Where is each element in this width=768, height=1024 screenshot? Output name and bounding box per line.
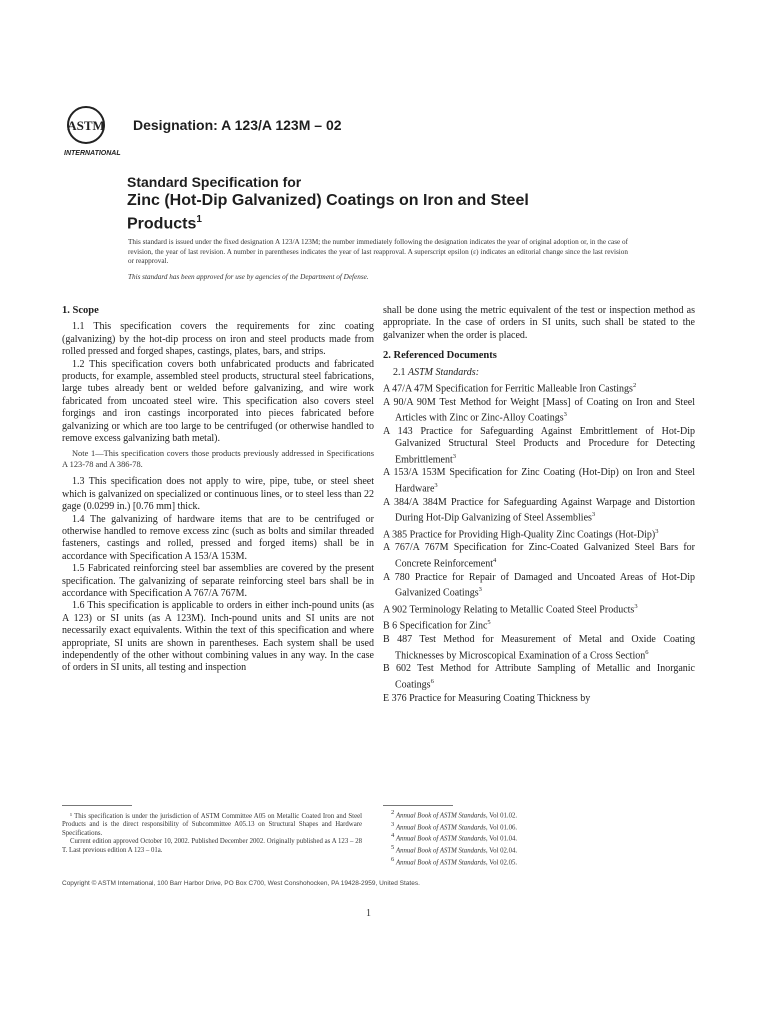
reference-list	[383, 380, 695, 705]
footnote-number: 4	[391, 832, 395, 840]
reference-item	[383, 634, 695, 662]
continuation-text: shall be done using the metric equivalent of the test or inspection method as appropriate. In the case of orders in SI units, such shall be stated to the galvanizer when the order is placed.	[383, 305, 695, 341]
title-line-2: Zinc (Hot-Dip Galvanized) Coatings on Iron and Steel	[127, 192, 529, 209]
copyright-line: Copyright © ASTM International, 100 Barr Harbor Drive, PO Box C700, West Conshohocken, PA 19428-2959, United States.	[62, 880, 420, 887]
footnote-book: Annual Book of ASTM Standards	[395, 858, 486, 866]
document-title	[127, 174, 587, 233]
footnote-number: 3	[391, 820, 395, 828]
footnote-divider-left	[62, 805, 132, 806]
scope-1-5: 1.5 Fabricated reinforcing steel bar assemblies are covered by the present specification. The galvanizing of separate reinforcing steel bars shall be in accordance with Specification A 767/A 767M.	[62, 563, 374, 599]
reference-footnote-mark: 6	[645, 648, 649, 656]
referenced-documents-heading: 2. Referenced Documents	[383, 350, 497, 362]
reference-footnote-mark: 3	[634, 602, 638, 610]
sub-number: 2.1	[393, 366, 406, 378]
page-number: 1	[366, 908, 371, 919]
reference-footnote-mark: 3	[452, 452, 457, 460]
reference-text: A 780 Practice for Repair of Damaged and Uncoated Areas of Hot-Dip Galvanized Coatings	[383, 571, 695, 599]
reference-item	[383, 467, 695, 495]
reference-item	[383, 380, 695, 396]
left-column	[62, 305, 374, 675]
reference-text: A 47/A 47M Specification for Ferritic Malleable Iron Castings	[383, 383, 633, 395]
standard-intro	[128, 238, 628, 282]
reference-text: A 902 Terminology Relating to Metallic Coated Steel Products	[383, 604, 635, 616]
scope-1-1: 1.1 This specification covers the requirements for zinc coating (galvanizing) by the hot-dip process on iron and steel products made from rolled pressed and forged shapes, castings, plates, bars, and strips.	[62, 321, 374, 358]
logo-caption: INTERNATIONAL	[64, 150, 121, 157]
scope-1-3: 1.3 This specification does not apply to wire, pipe, tube, or steel sheet which is galvanized on specialized or continuous lines, or to steel less than 22 gage (0.0299 in.) [0.76 mm] thick.	[62, 476, 374, 513]
footnote-volume: , Vol 02.05.	[485, 858, 518, 866]
footnote-item	[383, 844, 683, 856]
footnote-item	[383, 821, 683, 833]
reference-item	[383, 693, 695, 705]
reference-text: E 376 Practice for Measuring Coating Thickness by	[383, 692, 591, 704]
reference-text: B 602 Test Method for Attribute Sampling of Metallic and Inorganic Coatings	[383, 663, 695, 691]
reference-item	[383, 572, 695, 600]
reference-footnote-mark: 3	[591, 511, 596, 518]
reference-text: A 153/A 153M Specification for Zinc Coating (Hot-Dip) on Iron and Steel Hardware	[383, 467, 695, 495]
reference-footnote-mark: 5	[487, 619, 491, 627]
reference-text: A 767/A 767M Specification for Zinc-Coated Galvanized Steel Bars for Concrete Reinforcement	[383, 542, 695, 570]
footnote-number: 2	[391, 809, 395, 816]
sub-label: ASTM Standards:	[408, 366, 480, 378]
footnote-book: Annual Book of ASTM Standards	[395, 812, 486, 820]
astm-logo	[62, 103, 124, 159]
footnote-divider-right	[383, 805, 453, 806]
footnote-item	[383, 809, 683, 821]
astm-standards-subheading	[383, 367, 695, 379]
reference-footnote-mark: 3	[563, 411, 567, 419]
title-line-3-text: Products	[127, 215, 197, 233]
footnote-volume: , Vol 02.04.	[485, 847, 518, 855]
reference-text: A 384/A 384M Practice for Safeguarding Against Warpage and Distortion During Hot-Dip Galvanizing of Steel Assemblies	[383, 496, 695, 524]
footnote-1-edition: Current edition approved October 10, 2002. Published December 2002. Originally published as A 123 – 28 T. Last previous edition A 123 – 01a.	[62, 838, 362, 854]
note-1: Note 1—This specification covers those products previously addressed in Specifications A 123-78 and A 386-78.	[62, 449, 374, 469]
footnote-book: Annual Book of ASTM Standards	[395, 847, 486, 855]
intro-approved: This standard has been approved for use by agencies of the Department of Defense.	[128, 272, 369, 281]
reference-item	[383, 617, 695, 633]
title-footnote-mark: 1	[196, 214, 202, 225]
reference-item	[383, 601, 695, 617]
scope-1-6: 1.6 This specification is applicable to orders in either inch-pound units (as A 123) or SI units (as A 123M). Inch-pound units and SI units are not necessarily exact equivalents. Within the text of this specification and where appropriate, SI units are shown in parentheses. Each system shall be used independently of the other without combining values in any way. In the case of orders in SI units, all testing and inspection	[62, 600, 374, 674]
reference-footnote-mark: 3	[434, 481, 438, 489]
reference-text: A 90/A 90M Test Method for Weight [Mass] of Coating on Iron and Steel Articles with Zinc or Zinc-Alloy Coatings	[383, 396, 695, 424]
reference-item	[383, 663, 695, 691]
footnote-volume: , Vol 01.04.	[485, 835, 518, 843]
reference-footnote-mark: 6	[430, 677, 434, 685]
reference-footnote-mark: 3	[655, 527, 659, 535]
footnote-volume: , Vol 01.02.	[485, 812, 518, 820]
footnote-number: 5	[391, 844, 395, 852]
reference-footnote-mark: 2	[632, 382, 637, 390]
intro-text: This standard is issued under the fixed designation A 123/A 123M; the number immediately following the designation indicates the year of original adoption or, in the case of revision, the year of last revision. A number in parentheses indicates the year of last reapproval. A superscript epsilon (ε) indicates an editorial change since the last revision or reapproval.	[128, 238, 628, 266]
scope-1-2: 1.2 This specification covers both unfabricated products and fabricated products, for example, assembled steel products, structural steel fabrications, large tubes already bent or welded before galvanizing, and wire work fabricated from uncoated steel wire. This specification also covers steel forgings and iron castings incorporated into pieces fabricated before galvanizing or which are too large to be centrifuged (or otherwise handled to remove excess galvanizing bath metal).	[62, 358, 374, 445]
footnote-book: Annual Book of ASTM Standards	[395, 835, 486, 843]
footnote-1: ¹ This specification is under the jurisdiction of ASTM Committee A05 on Metallic Coated Iron and Steel Products and is the direct responsibility of Subcommittee A05.13 on Structural Shapes and Hardware Specifications.	[62, 813, 362, 837]
footnotes-right	[383, 809, 683, 867]
designation: Designation: A 123/A 123M – 02	[133, 117, 342, 133]
footnote-volume: , Vol 01.06.	[485, 823, 518, 831]
reference-text: B 487 Test Method for Measurement of Metal and Oxide Coating Thicknesses by Microscopical Examination of a Cross Section	[383, 634, 695, 661]
reference-item	[383, 497, 695, 525]
title-line-3	[127, 210, 587, 233]
title-line-1: Standard Specification for	[127, 174, 302, 190]
footnotes-left	[62, 813, 362, 855]
footnote-item	[383, 832, 683, 844]
reference-footnote-mark: 3	[478, 586, 482, 594]
footnote-item	[383, 856, 683, 868]
footnote-number: 6	[391, 855, 395, 863]
reference-text: A 385 Practice for Providing High-Quality Zinc Coatings (Hot-Dip)	[383, 529, 656, 541]
footnote-book: Annual Book of ASTM Standards	[395, 823, 486, 831]
scope-heading: 1. Scope	[62, 305, 99, 316]
reference-text: B 6 Specification for Zinc	[383, 620, 488, 632]
reference-item	[383, 426, 695, 467]
reference-footnote-mark: 4	[493, 556, 497, 564]
logo-letters: ASTM	[67, 118, 105, 133]
reference-item	[383, 542, 695, 570]
reference-text: A 143 Practice for Safeguarding Against Embrittlement of Hot-Dip Galvanized Structural Steel Products and Procedure for Detecting Embrittlement	[383, 425, 695, 466]
reference-item	[383, 526, 695, 542]
scope-1-4: 1.4 The galvanizing of hardware items that are to be centrifuged or otherwise handled to remove excess zinc (such as bolts and similar threaded fasteners, castings and rolled, pressed and forged items) shall be in accordance with Specification A 153/A 153M.	[62, 513, 374, 562]
right-column	[383, 305, 695, 706]
reference-item	[383, 397, 695, 425]
